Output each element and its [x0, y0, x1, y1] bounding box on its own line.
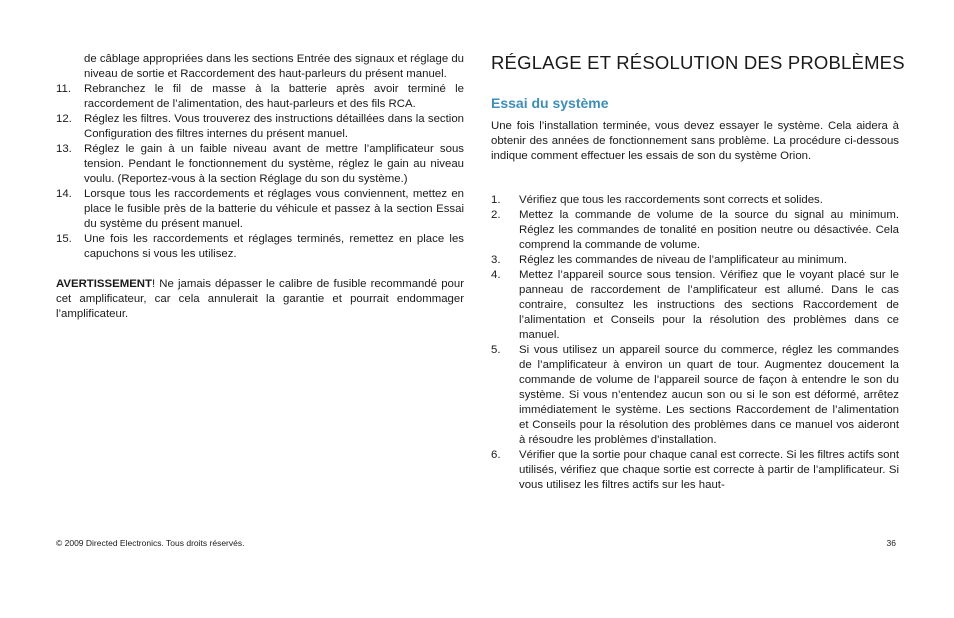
list-item: 3. Réglez les commandes de niveau de l’amplificateur au minimum. [491, 254, 847, 266]
warning-label: AVERTISSEMENT [56, 278, 152, 290]
section-subtitle: Essai du système [491, 95, 609, 111]
warning-paragraph [56, 277, 464, 322]
list-item: 15. Une fois les raccordements et réglages terminés, remettez en place les capuchons si vous les utilisez. [56, 233, 464, 260]
list-item: 13. Réglez le gain à un faible niveau avant de mettre l’amplificateur sous tension. Pendant le fonctionnement du système, réglez le gain au niveau voulu. (Reportez-vous à la section Réglage du son du système.) [56, 143, 464, 185]
section-title: RÉGLAGE ET RÉSOLUTION DES PROBLÈMES [491, 52, 905, 73]
list-item: 1. Vérifiez que tous les raccordements sont corrects et solides. [491, 194, 823, 206]
list-item: 2. Mettez la commande de volume de la source du signal au minimum. Réglez les commandes de tonalité en position neutre ou désactivée. Cela comprend la commande de volume. [491, 209, 899, 251]
list-item: 4. Mettez l’appareil source sous tension. Vérifiez que le voyant placé sur le panneau de raccordement de l’amplificateur est allumé. Dans le cas contraire, consultez les instructions des sections Raccordement de l’alimentation et Conseils pour la résolution des problèmes dans ce manuel. [491, 269, 899, 341]
page-number: 36 [886, 538, 896, 548]
left-column [56, 52, 464, 322]
list-item: 5. Si vous utilisez un appareil source du commerce, réglez les commandes de l’amplificateur à environ un quart de tour. Augmentez doucement la commande de volume de l’appareil source de façon à entendre le son du système. Si vous n’entendez aucun son ou si le son est déformé, arrêtez immédiatement le système. Les sections Raccordement de l’alimentation et Conseils pour la résolution des problèmes dans ce manuel vos aideront à résoudre les problèmes d’installation. [491, 344, 899, 446]
list-item: 11. Rebranchez le fil de masse à la batterie après avoir terminé le raccordement de l’alimentation, des haut-parleurs et des fils RCA. [56, 83, 464, 110]
left-numbered-list [56, 82, 464, 262]
continuation-text: de câblage appropriées dans les sections Entrée des signaux et réglage du niveau de sortie et Raccordement des haut-parleurs du présent manuel. [84, 53, 464, 80]
copyright-footer: © 2009 Directed Electronics. Tous droits réservés. [56, 538, 245, 548]
list-item: 14. Lorsque tous les raccordements et réglages vous conviennent, mettez en place le fusible près de la batterie du véhicule et passez à la section Essai du système du présent manuel. [56, 188, 464, 230]
warning-text: ! Ne jamais dépasser le calibre de fusible recommandé pour cet amplificateur, car cela annulerait la garantie et pourrait endommager l’amplificateur. [56, 278, 464, 320]
right-numbered-list [491, 193, 899, 493]
intro-paragraph: Une fois l’installation terminée, vous devez essayer le système. Cela aidera à obtenir des années de fonctionnement sans problème. La procédure ci-dessous indique comment effectuer les essais de son du système Orion. [491, 120, 899, 162]
list-item: 6. Vérifier que la sortie pour chaque canal est correcte. Si les filtres actifs sont utilisés, vérifiez que chaque sortie est correcte à partir de l’amplificateur. Si vous utilisez les filtres actifs sur les haut- [491, 449, 899, 491]
list-item: 12. Réglez les filtres. Vous trouverez des instructions détaillées dans la section Configuration des filtres internes du présent manuel. [56, 113, 464, 140]
